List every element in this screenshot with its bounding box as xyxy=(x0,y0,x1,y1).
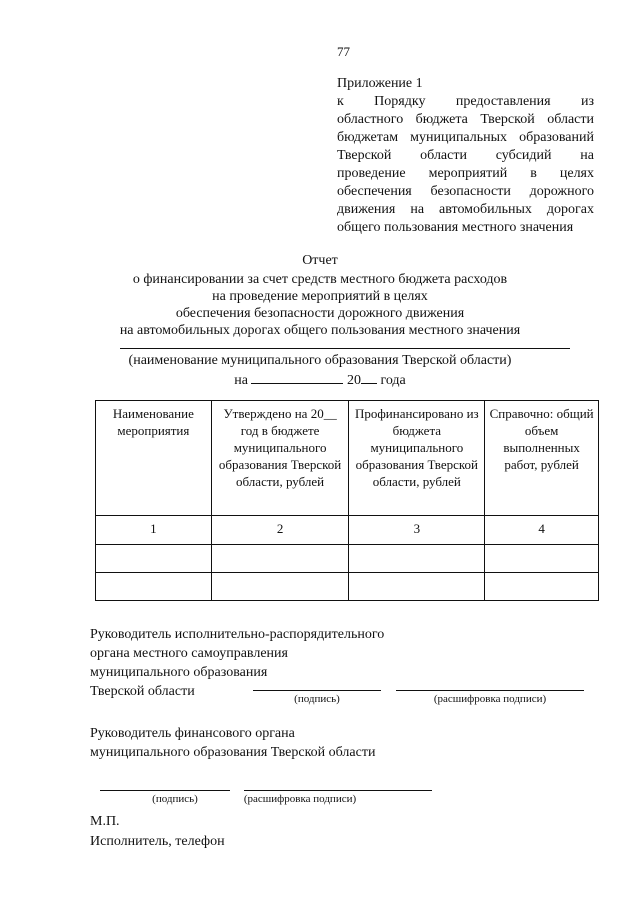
report-date-line xyxy=(0,370,640,390)
date-blank[interactable] xyxy=(251,370,343,384)
appendix-title: Приложение 1 xyxy=(337,76,423,91)
signatory-line: органа местного самоуправления xyxy=(90,646,288,661)
finance-signatory-block xyxy=(90,724,375,762)
table-cell[interactable] xyxy=(96,573,212,601)
appendix-line: областного бюджета Тверской области xyxy=(337,112,594,127)
signature-decode-line[interactable] xyxy=(396,690,584,691)
date-prefix: на xyxy=(234,373,248,388)
table-cell[interactable] xyxy=(211,545,349,573)
column-header: Профинансировано из бюджета муниципального образования Тверской области, рублей xyxy=(349,401,485,516)
report-title-line: Отчет xyxy=(302,253,338,268)
stamp-label: М.П. xyxy=(90,814,120,829)
footer-block xyxy=(90,812,225,852)
table-cell[interactable] xyxy=(349,545,485,573)
report-title xyxy=(0,252,640,339)
column-number: 2 xyxy=(211,516,349,545)
report-table xyxy=(95,400,599,601)
signatory-line: Руководитель финансового органа xyxy=(90,726,295,741)
year-blank[interactable] xyxy=(361,370,377,384)
appendix-line: движения на автомобильных дорогах xyxy=(337,202,594,217)
table-row xyxy=(96,573,599,601)
appendix-line: Тверской области субсидий на xyxy=(337,148,594,163)
table-cell[interactable] xyxy=(211,573,349,601)
column-header: Утверждено на 20__ год в бюджете муниципального образования Тверской области, рублей xyxy=(211,401,349,516)
appendix-line: к Порядку предоставления из xyxy=(337,94,594,109)
municipality-name-line[interactable] xyxy=(120,348,570,349)
report-title-line: на автомобильных дорогах общего пользования местного значения xyxy=(119,323,521,338)
year-prefix: 20 xyxy=(346,373,361,388)
appendix-line: общего пользования местного значения xyxy=(337,220,574,235)
column-header: Наименование мероприятия xyxy=(96,401,212,516)
signature-line[interactable] xyxy=(100,790,230,791)
table-row xyxy=(96,545,599,573)
appendix-line: бюджетам муниципальных образований xyxy=(337,130,594,145)
signatory-line: Руководитель исполнительно-распорядительного xyxy=(90,627,385,642)
table-number-row xyxy=(96,516,599,545)
column-header: Справочно: общий объем выполненных работ, рублей xyxy=(485,401,599,516)
signature-line[interactable] xyxy=(253,690,381,691)
table-cell[interactable] xyxy=(485,545,599,573)
report-title-line: на проведение мероприятий в целях xyxy=(212,289,428,304)
column-number: 1 xyxy=(96,516,212,545)
signature-decode-label: (расшифровка подписи) xyxy=(243,793,357,805)
table-header-row xyxy=(96,401,599,516)
page-number: 77 xyxy=(337,44,350,59)
signature-decode-line[interactable] xyxy=(244,790,432,791)
appendix-block xyxy=(337,75,594,237)
signatory-line: муниципального образования xyxy=(90,665,268,680)
appendix-line: проведение мероприятий в целях xyxy=(337,166,594,181)
signatory-line: Тверской области xyxy=(90,684,195,699)
signature-label: (подпись) xyxy=(294,693,340,705)
report-title-line: обеспечения безопасности дорожного движения xyxy=(175,306,465,321)
municipality-caption: (наименование муниципального образования Тверской области) xyxy=(128,353,512,368)
report-title-line: о финансировании за счет средств местного бюджета расходов xyxy=(132,272,508,287)
column-number: 4 xyxy=(485,516,599,545)
table-cell[interactable] xyxy=(485,573,599,601)
column-number: 3 xyxy=(349,516,485,545)
appendix-line: обеспечения безопасности дорожного xyxy=(337,184,594,199)
signature-label: (подпись) xyxy=(152,793,198,805)
table-cell[interactable] xyxy=(96,545,212,573)
executor-label: Исполнитель, телефон xyxy=(90,834,225,849)
signatory-line: муниципального образования Тверской области xyxy=(90,745,376,760)
signature-decode-label: (расшифровка подписи) xyxy=(433,693,547,705)
date-suffix: года xyxy=(380,373,406,388)
table-cell[interactable] xyxy=(349,573,485,601)
